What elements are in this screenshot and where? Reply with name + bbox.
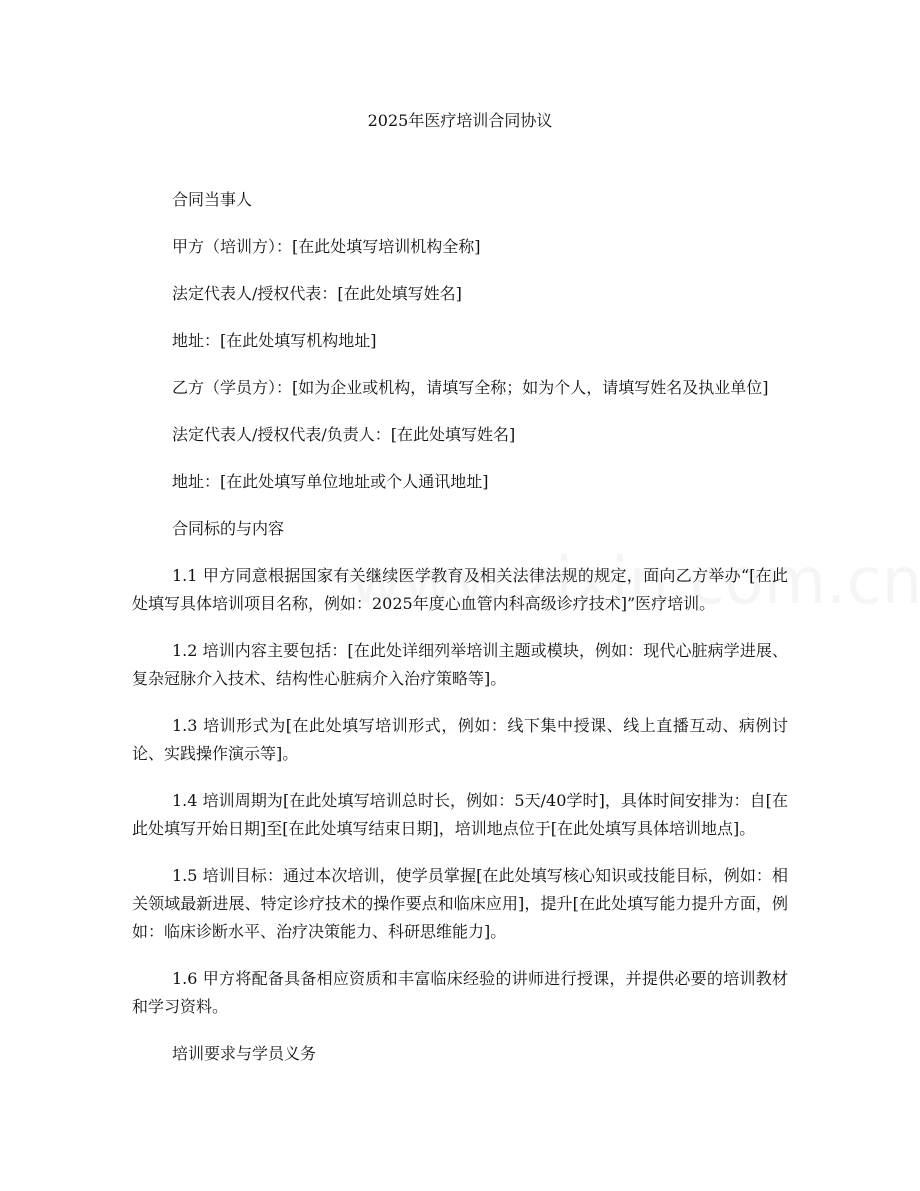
party-a-address: 地址：[在此处填写机构地址] [172, 331, 377, 350]
section-heading-requirements: 培训要求与学员义务 [172, 1044, 317, 1063]
clause-1-2: 1.2 培训内容主要包括：[在此处详细列举培训主题或模块，例如：现代心脏病学进展、复杂冠脉介入技术、结构性心脏病介入治疗策略等]。 [132, 641, 788, 688]
section-heading-parties: 合同当事人 [172, 190, 253, 209]
clause-1-1: 1.1 甲方同意根据国家有关继续医学教育及相关法律法规的规定，面向乙方举办“[在此处填写具体培训项目名称，例如：2025年度心血管内科高级诊疗技术]”医疗培训。 [132, 566, 788, 613]
clause-1-5: 1.5 培训目标：通过本次培训，使学员掌握[在此处填写核心知识或技能目标，例如：相关领域最新进展、特定诊疗技术的操作要点和临床应用]，提升[在此处填写能力提升方面，例如：临床诊断水平、治疗决策能力、科研思维能力]。 [132, 866, 788, 941]
section-heading-subject: 合同标的与内容 [172, 519, 285, 538]
clause-1-3: 1.3 培训形式为[在此处填写培训形式，例如：线下集中授课、线上直播互动、病例讨论、实践操作演示等]。 [132, 716, 788, 763]
clause-1-4: 1.4 培训周期为[在此处填写培训总时长，例如：5天/40学时]，具体时间安排为：自[在此处填写开始日期]至[在此处填写结束日期]，培训地点位于[在此处填写具体培训地点]。 [132, 791, 788, 838]
party-b-name: 乙方（学员方）：[如为企业或机构，请填写全称；如为个人，请填写姓名及执业单位] [172, 378, 769, 397]
clause-1-6: 1.6 甲方将配备具备相应资质和丰富临床经验的讲师进行授课，并提供必要的培训教材和学习资料。 [132, 969, 788, 1016]
party-a-name: 甲方（培训方）：[在此处填写培训机构全称] [172, 237, 481, 256]
document-body [132, 186, 788, 1087]
party-b-address: 地址：[在此处填写单位地址或个人通讯地址] [172, 472, 489, 491]
party-a-representative: 法定代表人/授权代表：[在此处填写姓名] [172, 284, 462, 303]
party-b-representative: 法定代表人/授权代表/负责人：[在此处填写姓名] [172, 425, 516, 444]
document-title: 2025年医疗培训合同协议 [367, 111, 553, 130]
